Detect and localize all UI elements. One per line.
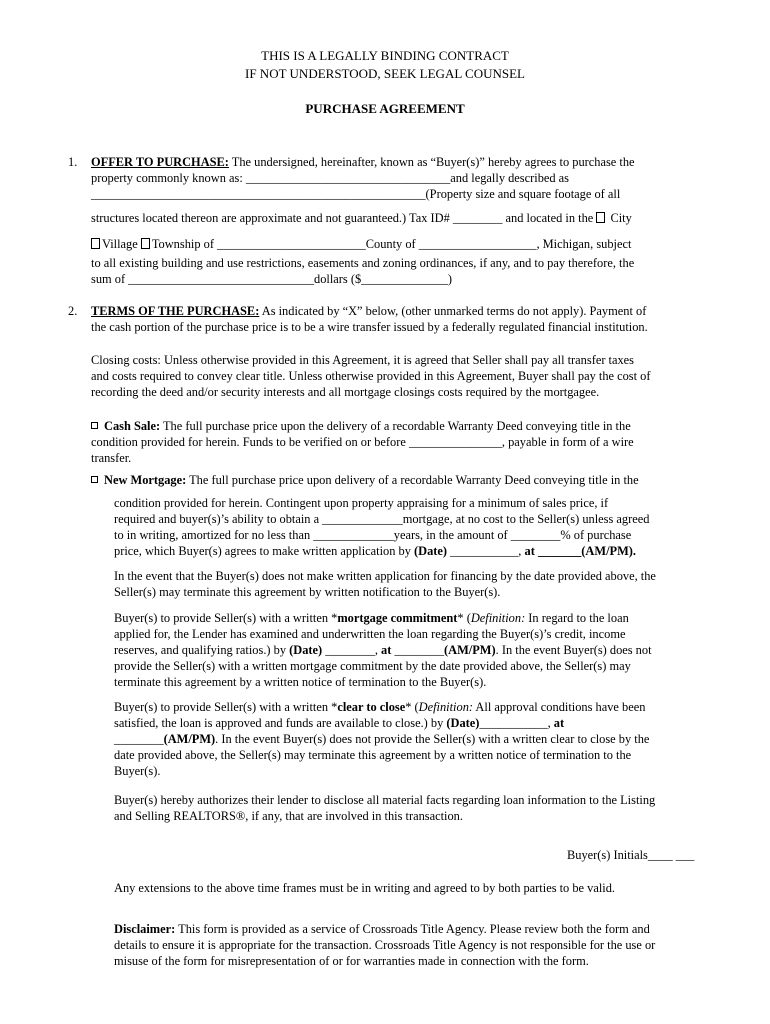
section2-heading: TERMS OF THE PURCHASE: [91, 304, 260, 318]
contract-warning-line1: THIS IS A LEGALLY BINDING CONTRACT [261, 48, 509, 63]
section1-text: ______________________________________________________(Property size and square footage of all [91, 187, 621, 201]
cash-sale-label: Cash Sale: [104, 419, 161, 433]
section1-text: sum of ______________________________dollars ($______________) [91, 272, 453, 286]
mortgage-terms: condition provided for herein. Contingent upon property appraising for a minimum of sales price, if required and buyer(s)’s ability to obtain a _____________mortgage, at no cost to the Seller(s) unless agreed to in writing, amortized for no less than _____________years, in the amount of ________% of purchase price, which Buyer(s) agrees to make written application by (Date) ___________, at _______(AM/PM). [114, 496, 650, 558]
section1-text: property commonly known as: _________________________________and legally described as [91, 171, 570, 185]
contract-warning-line2: IF NOT UNDERSTOOD, SEEK LEGAL COUNSEL [245, 66, 525, 81]
section1-body-cont [91, 210, 632, 226]
mortgage-commitment-paragraph: Buyer(s) to provide Seller(s) with a written *mortgage commitment* (Definition: In regard to the loan applied for, the Lender has examined and underwritten the loan regarding the Buyer(s)’s credit, income reserves, and qualifying ratios.) by (Date) ________, at ________(AM/PM). In the event Buyer(s) does not provide the Seller(s) with a written mortgage commitment by the date provided above, the Seller(s) may terminate this agreement by a written notice of termination to the Buyer(s). [114, 611, 652, 689]
disclaimer-label: Disclaimer: [114, 922, 176, 936]
buyer-initials-line[interactable]: Buyer(s) Initials____ ___ [567, 848, 695, 862]
disclaimer-paragraph: Disclaimer: This form is provided as a service of Crossroads Title Agency. Please review both the form and details to ensure it is appropriate for the transaction. Crossroads Title Agency is not responsible for the use or misuse of the form for misrepresentation of or for warranties made in connection with the form. [114, 922, 656, 968]
section2-text: the cash portion of the purchase price is to be a wire transfer issued by a federally regulated financial institution. [91, 320, 648, 334]
section1-body [91, 154, 635, 202]
document-title: PURCHASE AGREEMENT [305, 101, 465, 116]
section1-body-cont2 [91, 236, 634, 287]
section2-text: As indicated by “X” below, (other unmarked terms do not apply). Payment of [259, 304, 647, 318]
clear-to-close-paragraph: Buyer(s) to provide Seller(s) with a written *clear to close* (Definition: All approval conditions have been satisfied, the loan is approved and funds are available to close.) by (Date)___________, at ________(AM/PM). In the event Buyer(s) does not provide the Seller(s) with a written clear to close by the date provided above, the Seller(s) may terminate this agreement by a written notice of termination to the Buyer(s). [114, 700, 650, 778]
cash-sale-option: Cash Sale: The full purchase price upon the delivery of a recordable Warranty Deed conveying title in the condition provided for herein. Funds to be verified on or before _______________, payable in form of a wire transfer. [91, 419, 634, 465]
section1-text: to all existing building and use restrictions, easements and zoning ordinances, if any, and to pay therefore, the [91, 256, 635, 270]
city-checkbox[interactable] [596, 212, 605, 223]
city-label: City [607, 211, 632, 225]
village-checkbox[interactable] [91, 238, 100, 249]
closing-costs-paragraph: Closing costs: Unless otherwise provided in this Agreement, it is agreed that Seller shall pay all transfer taxes and costs required to convey clear title. Unless otherwise provided in this Agreement, Buyer shall pay the cost of recording the deed and/or security interests and all mortgage closings costs required by the mortgagee. [91, 353, 651, 399]
section1-text: structures located thereon are approximate and not guaranteed.) Tax ID# ________ and located in the [91, 211, 597, 225]
township-checkbox[interactable] [141, 238, 150, 249]
section2-number: 2. [68, 304, 78, 318]
new-mortgage-option: New Mortgage: The full purchase price upon delivery of a recordable Warranty Deed conveying title in the [91, 472, 639, 488]
section1-text: Township of ________________________County of ___________________, Michigan, subject [151, 237, 632, 251]
new-mortgage-label: New Mortgage: [104, 473, 187, 487]
section1-text: The undersigned, hereinafter, known as “Buyer(s)” hereby agrees to purchase the [228, 155, 635, 169]
extensions-notice: Any extensions to the above time frames must be in writing and agreed to by both parties to be valid. [114, 881, 616, 895]
section1-heading: OFFER TO PURCHASE: [91, 155, 229, 169]
new-mortgage-checkbox[interactable] [91, 476, 98, 483]
lender-authorization-paragraph: Buyer(s) hereby authorizes their lender to disclose all material facts regarding loan information to the Listing and Selling REALTORS®, if any, that are involved in this transaction. [114, 793, 656, 823]
section1-number: 1. [68, 155, 78, 169]
application-event-paragraph: In the event that the Buyer(s) does not make written application for financing by the date provided above, the Seller(s) may terminate this agreement by written notification to the Buyer(s). [114, 569, 656, 599]
section2-intro [91, 303, 648, 335]
village-label: Village [102, 237, 141, 251]
cash-sale-checkbox[interactable] [91, 422, 98, 429]
